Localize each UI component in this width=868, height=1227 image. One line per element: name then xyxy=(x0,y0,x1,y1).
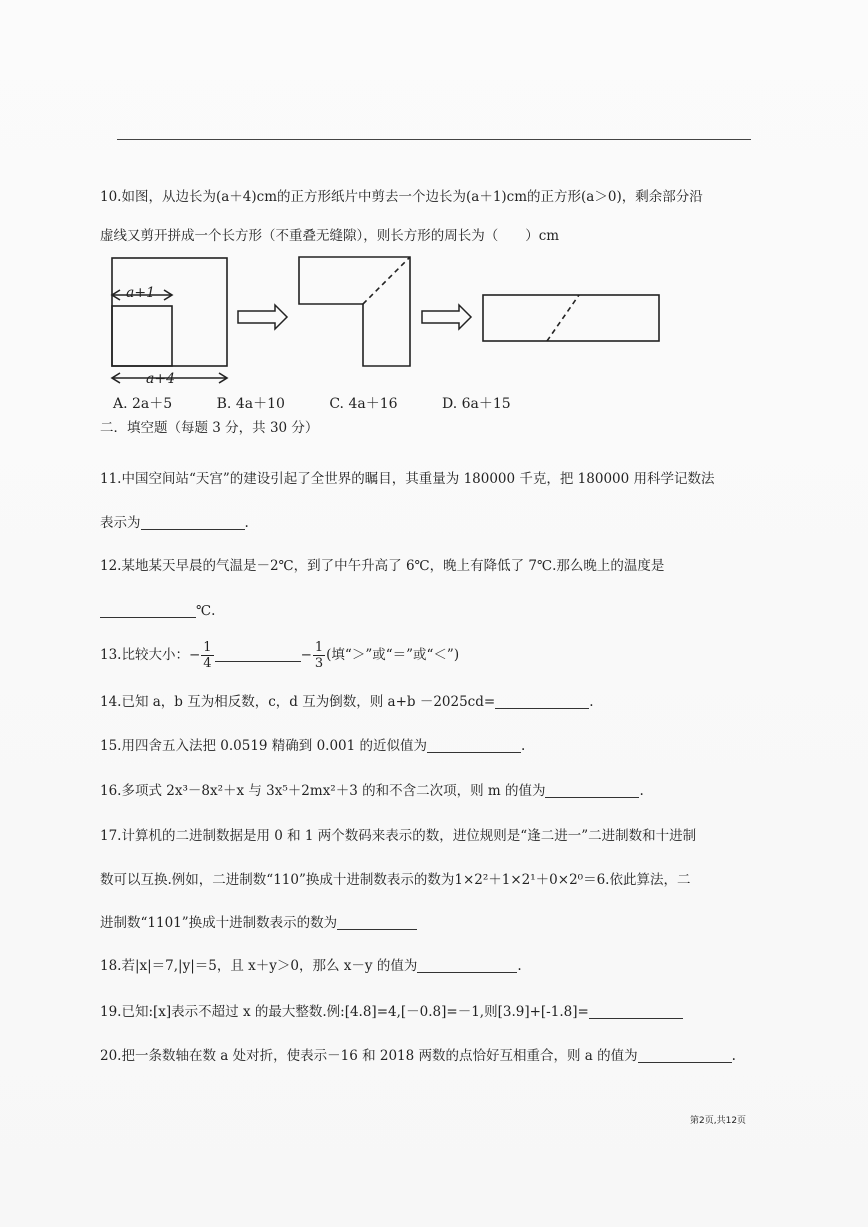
option-b: B. 4a＋10 xyxy=(216,396,285,412)
option-d: D. 6a＋15 xyxy=(441,396,511,412)
q18-end: . xyxy=(517,958,522,974)
q10-line1: 10.如图，从边长为(a＋4)cm的正方形纸片中剪去一个边长为(a＋1)cm的正方形(a＞0)，剩余部分沿 xyxy=(100,189,703,205)
section-heading: 二．填空题（每题 3 分，共 30 分） xyxy=(100,420,319,436)
q12-line2 xyxy=(100,602,215,620)
q11-prefix: 表示为 xyxy=(100,515,141,531)
q17-line1: 17.计算机的二进制数据是用 0 和 1 两个数码来表示的数，进位规则是“逢二进一”二进制数和十进制 xyxy=(100,828,697,844)
q18-line xyxy=(100,957,522,975)
fraction-1-3 xyxy=(313,640,325,671)
answer-blank-17[interactable] xyxy=(337,915,417,930)
answer-blank-11[interactable] xyxy=(141,515,245,530)
q16-text: 16.多项式 2x³－8x²＋x 与 3x⁵＋2mx²＋3 的和不含二次项，则 m 的值为 xyxy=(100,783,546,799)
q13-minus: − xyxy=(300,647,312,663)
page-number: 第2页,共12页 xyxy=(690,1116,747,1126)
rectangle-figure xyxy=(483,295,659,341)
q16-end: . xyxy=(639,783,644,799)
answer-blank-20[interactable] xyxy=(638,1048,732,1063)
q14-end: . xyxy=(589,694,594,710)
answer-blank-19[interactable] xyxy=(589,1004,683,1019)
arrow-right-icon xyxy=(238,305,287,329)
answer-blank-16[interactable] xyxy=(545,783,639,798)
header-rule xyxy=(117,139,751,140)
fraction-1-4 xyxy=(201,640,213,671)
q20-line xyxy=(100,1047,736,1065)
q15-end: . xyxy=(521,738,526,754)
answer-blank-15[interactable] xyxy=(427,738,521,753)
q11-end: . xyxy=(244,515,249,531)
q13-prefix: 13.比较大小：− xyxy=(100,647,201,663)
q18-text: 18.若|x|＝7,|y|＝5，且 x＋y＞0，那么 x－y 的值为 xyxy=(100,958,418,974)
q20-end: . xyxy=(731,1048,736,1064)
q19-line xyxy=(100,1003,683,1021)
answer-blank-18[interactable] xyxy=(417,958,517,973)
arrow-right-icon-2 xyxy=(422,305,471,329)
answer-blank-13[interactable] xyxy=(215,647,301,662)
frac2-numerator: 1 xyxy=(314,640,324,655)
q15-text: 15.用四舍五入法把 0.0519 精确到 0.001 的近似值为 xyxy=(100,738,428,754)
q15-line xyxy=(100,737,525,755)
frac1-denominator: 4 xyxy=(203,656,212,671)
option-a: A. 2a＋5 xyxy=(113,396,173,412)
q12-unit: ℃. xyxy=(196,603,216,619)
q10-line2: 虚线又剪开拼成一个长方形（不重叠无缝隙），则长方形的周长为（ ）cm xyxy=(100,228,560,244)
q11-line1: 11.中国空间站“天宫”的建设引起了全世界的瞩目，其重量为 180000 千克，把 180000 用科学记数法 xyxy=(100,471,715,487)
q13-suffix: (填“＞”或“＝”或“＜”) xyxy=(326,647,460,663)
q14-text: 14.已知 a，b 互为相反数，c，d 互为倒数，则 a+b －2025cd= xyxy=(100,694,496,710)
label-a-plus-1: a+1 xyxy=(126,285,155,301)
label-a-plus-4: a+4 xyxy=(146,371,175,387)
q10-figure xyxy=(100,252,680,397)
l-shape-figure xyxy=(299,257,410,366)
q17-text: 进制数“1101”换成十进制数表示的数为 xyxy=(100,915,338,931)
q17-line3 xyxy=(100,914,417,932)
answer-blank-12[interactable] xyxy=(100,603,196,618)
q12-line1: 12.某地某天早晨的气温是－2℃，到了中午升高了 6℃，晚上有降低了 7℃.那么晚上的温度是 xyxy=(100,558,665,574)
q19-text: 19.已知:[x]表示不超过 x 的最大整数.例:[4.8]=4,[－0.8]=－1,则[3.9]+[-1.8]= xyxy=(100,1004,589,1020)
square-figure xyxy=(112,258,227,383)
frac1-numerator: 1 xyxy=(203,640,212,655)
q10-options xyxy=(113,393,551,413)
answer-blank-14[interactable] xyxy=(495,694,589,709)
q20-text: 20.把一条数轴在数 a 处对折，使表示－16 和 2018 两数的点恰好互相重合，则 a 的值为 xyxy=(100,1048,638,1064)
q17-line2: 数可以互换.例如，二进制数“110”换成十进制数表示的数为1×2²＋1×2¹＋0×2⁰＝6.依此算法，二 xyxy=(100,872,691,888)
q13-line xyxy=(100,636,459,674)
option-c: C. 4a＋16 xyxy=(329,396,398,412)
q11-line2 xyxy=(100,514,249,532)
frac2-denominator: 3 xyxy=(314,656,324,671)
q14-line xyxy=(100,693,594,711)
q16-line xyxy=(100,782,644,800)
